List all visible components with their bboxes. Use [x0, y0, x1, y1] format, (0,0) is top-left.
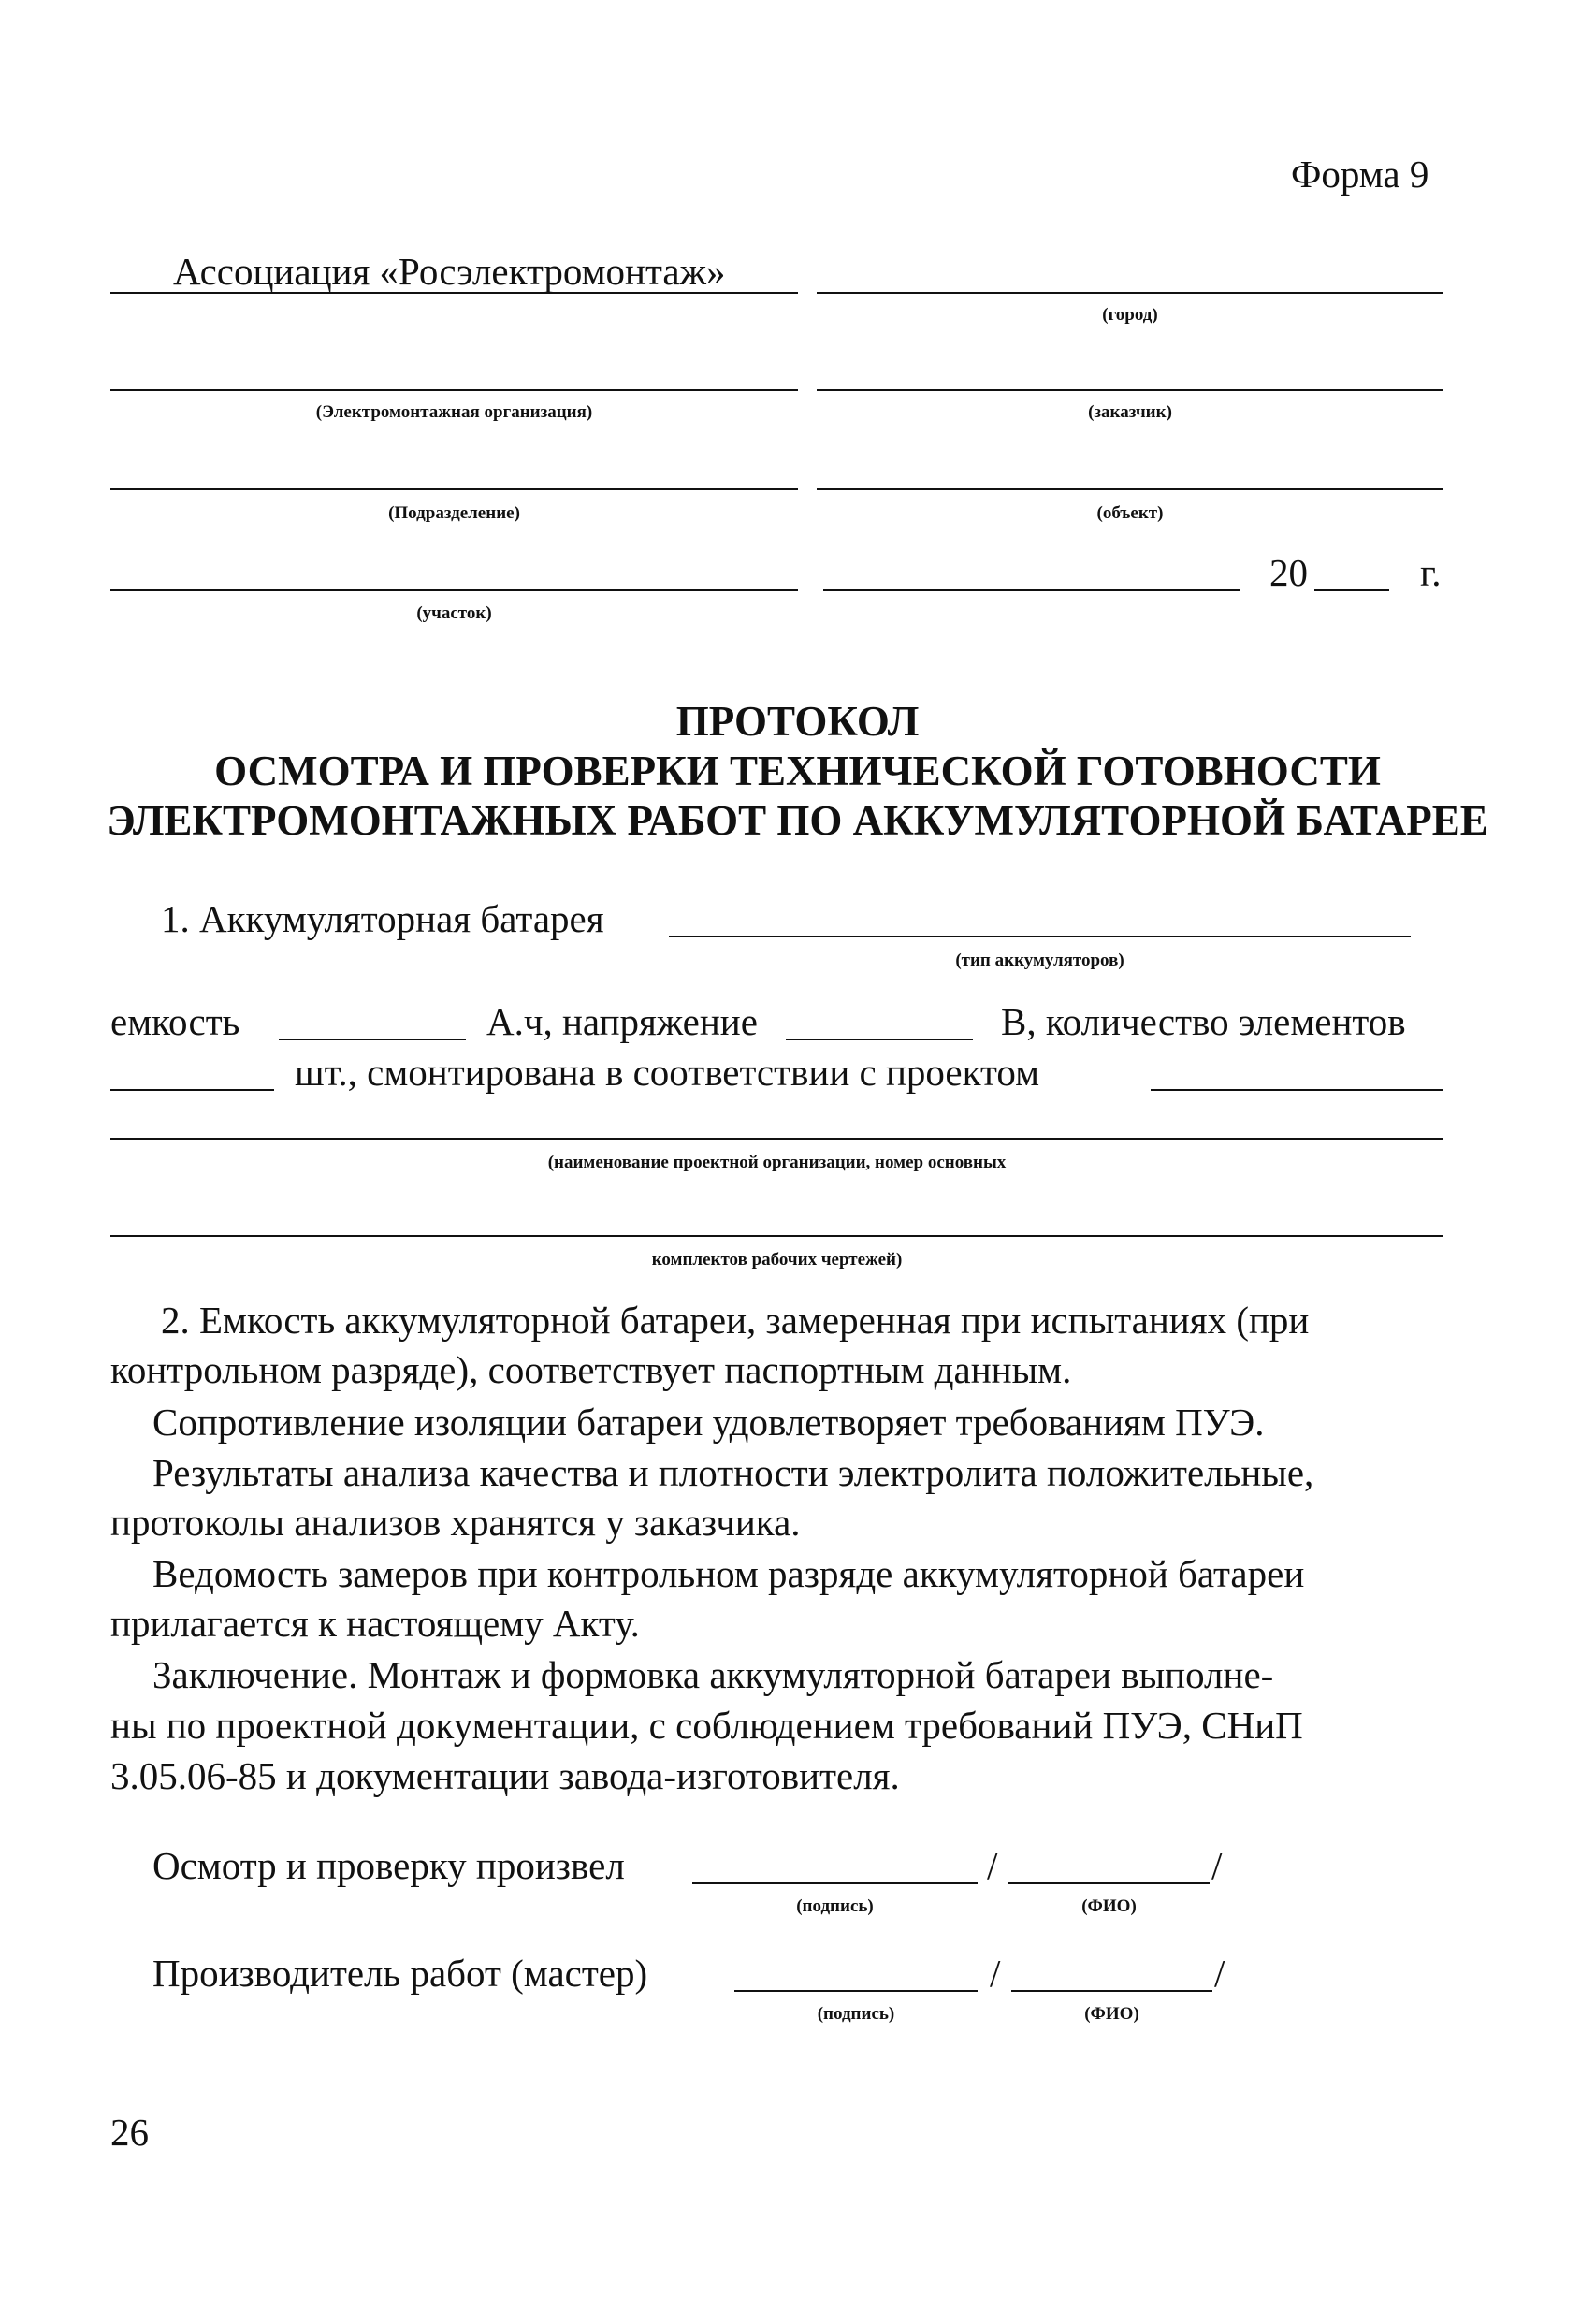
year-line[interactable] — [1314, 589, 1389, 591]
inspector-name-line[interactable] — [1008, 1882, 1210, 1884]
customer-line[interactable] — [817, 389, 1443, 391]
division-line[interactable] — [110, 488, 798, 490]
capacity-line[interactable] — [279, 1039, 466, 1040]
slash-2: / — [1211, 1844, 1223, 1887]
sign-caption-2: (подпись) — [817, 2004, 895, 2024]
org-line[interactable] — [110, 389, 798, 391]
mounted-label: шт., смонтирована в соответствии с проектом — [295, 1051, 1040, 1094]
inspected-by-label: Осмотр и проверку произвел — [152, 1844, 625, 1887]
conclusion-line-3: 3.05.06-85 и документации завода-изготовителя. — [110, 1754, 900, 1797]
name-caption-2: (ФИО) — [1084, 2004, 1139, 2024]
conclusion-line-1: Заключение. Монтаж и формовка аккумуляторной батареи выполне- — [152, 1653, 1274, 1696]
slash-4: / — [1214, 1952, 1225, 1995]
customer-caption: (заказчик) — [1088, 402, 1172, 422]
title-line-3: ЭЛЕКТРОМОНТАЖНЫХ РАБОТ ПО АККУМУЛЯТОРНОЙ БАТАРЕЕ — [107, 797, 1488, 844]
object-line[interactable] — [817, 488, 1443, 490]
item2-statement-2: прилагается к настоящему Акту. — [110, 1602, 640, 1645]
association-name: Ассоциация «Росэлектромонтаж» — [173, 250, 726, 293]
project-line-2[interactable] — [110, 1138, 1443, 1140]
project-caption-1: (наименование проектной организации, номер основных — [547, 1153, 1007, 1172]
item2-line-2: контрольном разряде), соответствует паспортным данным. — [110, 1348, 1072, 1391]
inspector-sign-line[interactable] — [692, 1882, 978, 1884]
ah-voltage-label: А.ч, напряжение — [486, 1000, 758, 1043]
voltage-line[interactable] — [786, 1039, 973, 1040]
item2-statement-1: Ведомость замеров при контрольном разряде аккумуляторной батареи — [152, 1552, 1305, 1595]
item2-electrolyte-1: Результаты анализа качества и плотности электролита положительные, — [152, 1451, 1314, 1494]
project-caption-2: комплектов рабочих чертежей) — [651, 1250, 903, 1270]
slash-3: / — [990, 1952, 1001, 1995]
year-prefix: 20 — [1269, 551, 1308, 594]
org-caption: (Электромонтажная организация) — [315, 402, 593, 422]
project-line-3[interactable] — [110, 1235, 1443, 1237]
project-line-1[interactable] — [1151, 1089, 1443, 1091]
battery-type-line[interactable] — [669, 936, 1411, 937]
form-label: Форма 9 — [1291, 153, 1429, 196]
foreman-name-line[interactable] — [1011, 1990, 1212, 1992]
sign-caption-1: (подпись) — [796, 1896, 874, 1916]
item2-insulation: Сопротивление изоляции батареи удовлетворяет требованиям ПУЭ. — [152, 1401, 1265, 1444]
city-line[interactable] — [817, 292, 1443, 294]
year-suffix: г. — [1420, 551, 1442, 594]
foreman-label: Производитель работ (мастер) — [152, 1952, 648, 1995]
foreman-sign-line[interactable] — [734, 1990, 978, 1992]
slash-1: / — [987, 1844, 998, 1887]
count-line[interactable] — [110, 1089, 274, 1091]
division-caption: (Подразделение) — [388, 503, 520, 523]
title-line-1: ПРОТОКОЛ — [675, 698, 920, 745]
section-line[interactable] — [110, 589, 798, 591]
title-line-2: ОСМОТРА И ПРОВЕРКИ ТЕХНИЧЕСКОЙ ГОТОВНОСТИ — [214, 748, 1381, 794]
item2-electrolyte-2: протоколы анализов хранятся у заказчика. — [110, 1501, 801, 1544]
object-caption: (объект) — [1096, 503, 1164, 523]
capacity-label: емкость — [110, 1000, 240, 1043]
conclusion-line-2: ны по проектной документации, с соблюдением требований ПУЭ, СНиП — [110, 1704, 1303, 1747]
item2-line-1: 2. Емкость аккумуляторной батареи, замеренная при испытаниях (при — [161, 1299, 1310, 1342]
battery-label: 1. Аккумуляторная батарея — [161, 897, 604, 940]
page-number: 26 — [110, 2111, 149, 2154]
battery-type-caption: (тип аккумуляторов) — [955, 951, 1124, 970]
count-label: В, количество элементов — [1001, 1000, 1406, 1043]
city-caption: (город) — [1102, 305, 1158, 325]
date-line[interactable] — [823, 589, 1240, 591]
name-caption-1: (ФИО) — [1081, 1896, 1137, 1916]
section-caption: (участок) — [416, 603, 492, 623]
